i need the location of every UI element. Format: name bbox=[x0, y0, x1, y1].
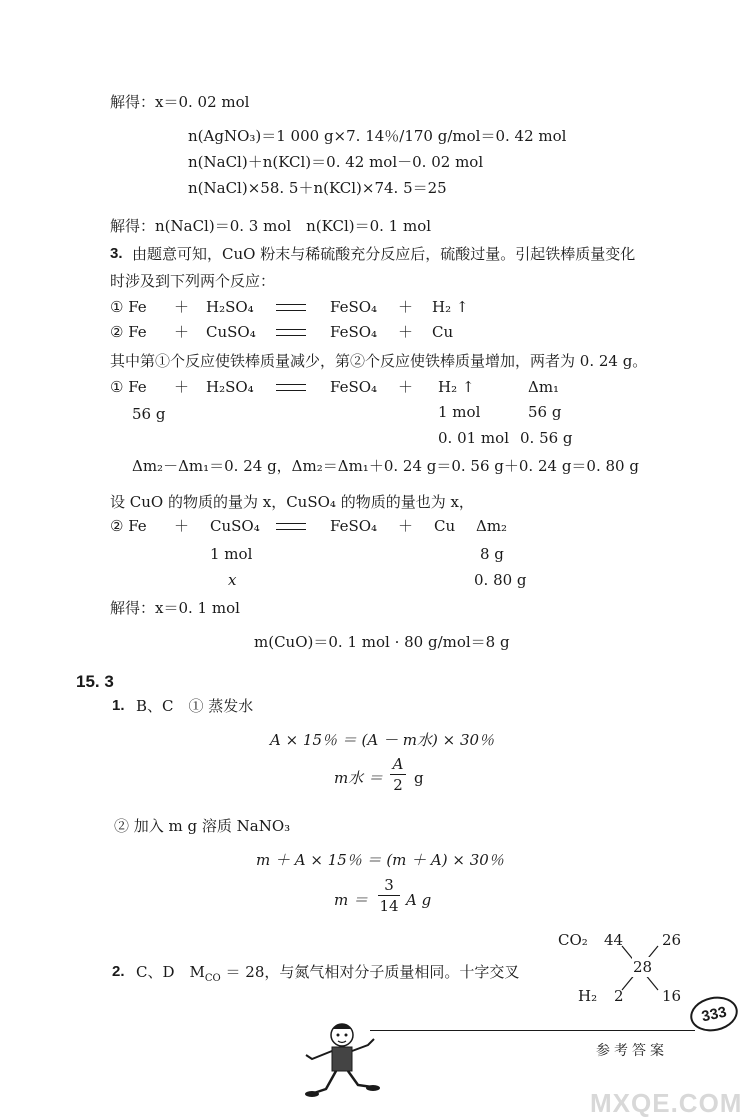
product: FeSO₄ bbox=[330, 298, 378, 316]
text-line: Δm₂－Δm₁＝0. 24 g，Δm₂＝Δm₁＋0. 24 g＝0. 56 g＋0. 24 g＝0. 80 g bbox=[132, 457, 639, 475]
fraction-denominator: 14 bbox=[379, 897, 399, 915]
subscript: CO bbox=[204, 973, 221, 984]
stoich-value: 8 g bbox=[480, 545, 504, 563]
fraction bbox=[390, 755, 406, 794]
stoich-value: 1 mol bbox=[210, 545, 253, 563]
page-number: 333 bbox=[687, 992, 741, 1035]
cross-value: 2 bbox=[614, 987, 624, 1005]
stoich-value: 56 g bbox=[528, 403, 562, 421]
cross-value: 16 bbox=[662, 987, 682, 1005]
reagent: H₂SO₄ bbox=[206, 378, 254, 396]
stoich-value: 0. 56 g bbox=[520, 429, 573, 447]
answer-text: C、D M bbox=[136, 963, 205, 981]
equals-sign bbox=[276, 329, 306, 336]
footer-rule bbox=[370, 1030, 695, 1031]
text-line: 解得：x＝0. 1 mol bbox=[110, 599, 240, 617]
text-line: 设 CuO 的物质的量为 x，CuSO₄ 的物质的量也为 x， bbox=[110, 493, 474, 511]
equals-sign bbox=[276, 384, 306, 391]
product: Cu bbox=[432, 323, 454, 341]
reaction-mark: ② Fe bbox=[110, 323, 147, 341]
fraction bbox=[378, 876, 400, 915]
stoich-value: 1 mol bbox=[438, 403, 481, 421]
equation-left: m ＝ bbox=[334, 891, 368, 909]
plus-sign: ＋ bbox=[398, 323, 414, 341]
text-line: 时涉及到下列两个反应： bbox=[110, 272, 276, 290]
stoich-value: x bbox=[228, 571, 237, 589]
product: H₂ ↑ bbox=[432, 298, 469, 316]
answer-line bbox=[136, 962, 519, 989]
text-line: n(NaCl)＋n(KCl)＝0. 42 mol－0. 02 mol bbox=[188, 153, 484, 171]
answer-text: ＝ 28，与氮气相对分子质量相同。十字交叉 bbox=[220, 963, 520, 981]
mass-change: Δm₁ bbox=[528, 378, 560, 396]
equals-sign bbox=[276, 523, 306, 530]
product: H₂ ↑ bbox=[438, 378, 475, 396]
text-line: 其中第①个反应使铁棒质量减少，第②个反应使铁棒质量增加，两者为 0. 24 g。 bbox=[110, 352, 648, 370]
plus-sign: ＋ bbox=[398, 298, 414, 316]
mascot-icon bbox=[300, 1015, 380, 1105]
question-number: 2. bbox=[112, 963, 125, 980]
plus-sign: ＋ bbox=[174, 323, 190, 341]
reaction-mark: ② Fe bbox=[110, 517, 147, 535]
equation-unit: g bbox=[414, 769, 424, 787]
reaction-mark: ① Fe bbox=[110, 378, 147, 396]
product: FeSO₄ bbox=[330, 517, 378, 535]
stoich-value: 0. 01 mol bbox=[438, 429, 509, 447]
text-line: 由题意可知，CuO 粉末与稀硫酸充分反应后，硫酸过量。引起铁棒质量变化 bbox=[132, 245, 636, 263]
plus-sign: ＋ bbox=[174, 298, 190, 316]
cross-label: H₂ bbox=[578, 987, 598, 1005]
reagent: CuSO₄ bbox=[206, 323, 256, 341]
product: Cu bbox=[434, 517, 456, 535]
cross-value: 44 bbox=[604, 931, 624, 949]
text-line: 解得：n(NaCl)＝0. 3 mol n(KCl)＝0. 1 mol bbox=[110, 217, 432, 235]
plus-sign: ＋ bbox=[174, 517, 190, 535]
question-number: 1. bbox=[112, 697, 125, 714]
fraction-bar bbox=[390, 774, 406, 775]
text-line: 解得：x＝0. 02 mol bbox=[110, 93, 250, 111]
equals-sign bbox=[276, 304, 306, 311]
reaction-mark: ① Fe bbox=[110, 298, 147, 316]
product: FeSO₄ bbox=[330, 378, 378, 396]
plus-sign: ＋ bbox=[174, 378, 190, 396]
reagent: CuSO₄ bbox=[210, 517, 260, 535]
reagent: H₂SO₄ bbox=[206, 298, 254, 316]
fraction-denominator: 2 bbox=[393, 776, 403, 794]
equation: A × 15％ ＝ (A － m水) × 30％ bbox=[270, 731, 495, 749]
answer-line: ② 加入 m g 溶质 NaNO₃ bbox=[114, 817, 291, 835]
fraction-numerator: 3 bbox=[384, 876, 394, 894]
text-line: n(NaCl)×58. 5＋n(KCl)×74. 5＝25 bbox=[188, 179, 447, 197]
fraction-bar bbox=[378, 895, 400, 896]
fraction-numerator: A bbox=[392, 755, 404, 773]
text-line: m(CuO)＝0. 1 mol · 80 g/mol＝8 g bbox=[254, 633, 510, 651]
plus-sign: ＋ bbox=[398, 378, 414, 396]
cross-label: CO₂ bbox=[558, 931, 588, 949]
plus-sign: ＋ bbox=[398, 517, 414, 535]
footer-label: 参考答案 bbox=[596, 1043, 668, 1059]
answer-line: B、C ① 蒸发水 bbox=[136, 697, 254, 715]
mass-change: Δm₂ bbox=[476, 517, 508, 535]
question-number: 3. bbox=[110, 245, 123, 262]
section-title: 15. 3 bbox=[76, 672, 114, 691]
watermark: MXQE.COM bbox=[590, 1088, 743, 1118]
text-line: n(AgNO₃)＝1 000 g×7. 14％/170 g/mol＝0. 42 mol bbox=[188, 127, 567, 145]
equation-unit: A g bbox=[406, 891, 432, 909]
cross-value: 26 bbox=[662, 931, 682, 949]
cross-center: 28 bbox=[633, 958, 653, 976]
equation-left: m水 ＝ bbox=[334, 769, 383, 787]
product: FeSO₄ bbox=[330, 323, 378, 341]
stoich-value: 0. 80 g bbox=[474, 571, 527, 589]
stoich-value: 56 g bbox=[132, 405, 166, 423]
equation: m ＋ A × 15％ ＝ (m ＋ A) × 30％ bbox=[256, 851, 504, 869]
